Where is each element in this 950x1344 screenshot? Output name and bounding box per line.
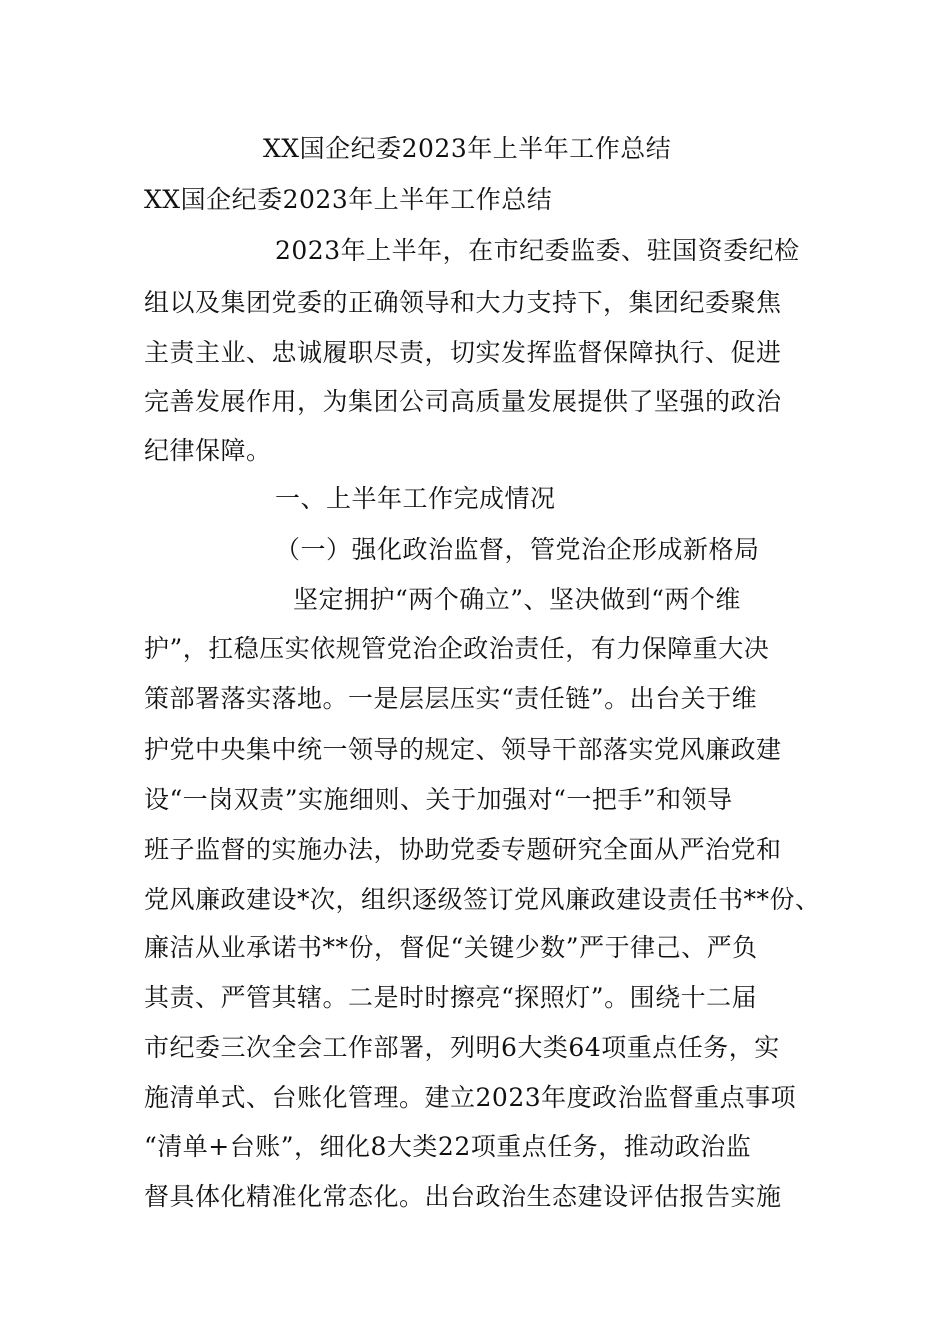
intro-line: 纪律保障。 (144, 436, 272, 465)
body-line: 廉洁从业承诺书**份，督促“关键少数”严于律己、严负 (144, 933, 758, 962)
body-line: 护党中央集中统一领导的规定、领导干部落实党风廉政建 (144, 735, 782, 764)
intro-line: 主责主业、忠诚履职尽责，切实发挥监督保障执行、促进 (144, 338, 782, 367)
body-line: 施清单式、台账化管理。建立2023年度政治监督重点事项 (144, 1083, 797, 1112)
body-line: 督具体化精准化常态化。出台政治生态建设评估报告实施 (144, 1182, 782, 1211)
body-line: 策部署落实落地。一是层层压实“责任链”。出台关于维 (144, 684, 758, 713)
body-line: 党风廉政建设*次，组织逐级签订党风廉政建设责任书**份、 (144, 885, 821, 914)
document-subtitle: XX国企纪委2023年上半年工作总结 (144, 185, 553, 214)
intro-line: 组以及集团党委的正确领导和大力支持下，集团纪委聚焦 (144, 288, 782, 317)
subsection-heading: （一）强化政治监督，管党治企形成新格局 (275, 535, 760, 564)
intro-line: 2023年上半年，在市纪委监委、驻国资委纪检 (275, 236, 800, 265)
body-line: 护”，扛稳压实依规管党治企政治责任，有力保障重大决 (144, 634, 770, 663)
body-line: 设“一岗双责”实施细则、关于加强对“一把手”和领导 (144, 785, 733, 814)
body-line: “清单+台账”，细化8大类22项重点任务，推动政治监 (144, 1132, 752, 1161)
body-line: 班子监督的实施办法，协助党委专题研究全面从严治党和 (144, 835, 782, 864)
section-heading: 一、上半年工作完成情况 (275, 484, 556, 513)
document-title: XX国企纪委2023年上半年工作总结 (263, 134, 672, 163)
intro-line: 完善发展作用，为集团公司高质量发展提供了坚强的政治 (144, 387, 782, 416)
body-line: 市纪委三次全会工作部署，列明6大类64项重点任务，实 (144, 1033, 780, 1062)
body-line: 坚定拥护“两个确立”、坚决做到“两个维 (293, 585, 741, 614)
body-line: 其责、严管其辖。二是时时擦亮“探照灯”。围绕十二届 (144, 983, 758, 1012)
